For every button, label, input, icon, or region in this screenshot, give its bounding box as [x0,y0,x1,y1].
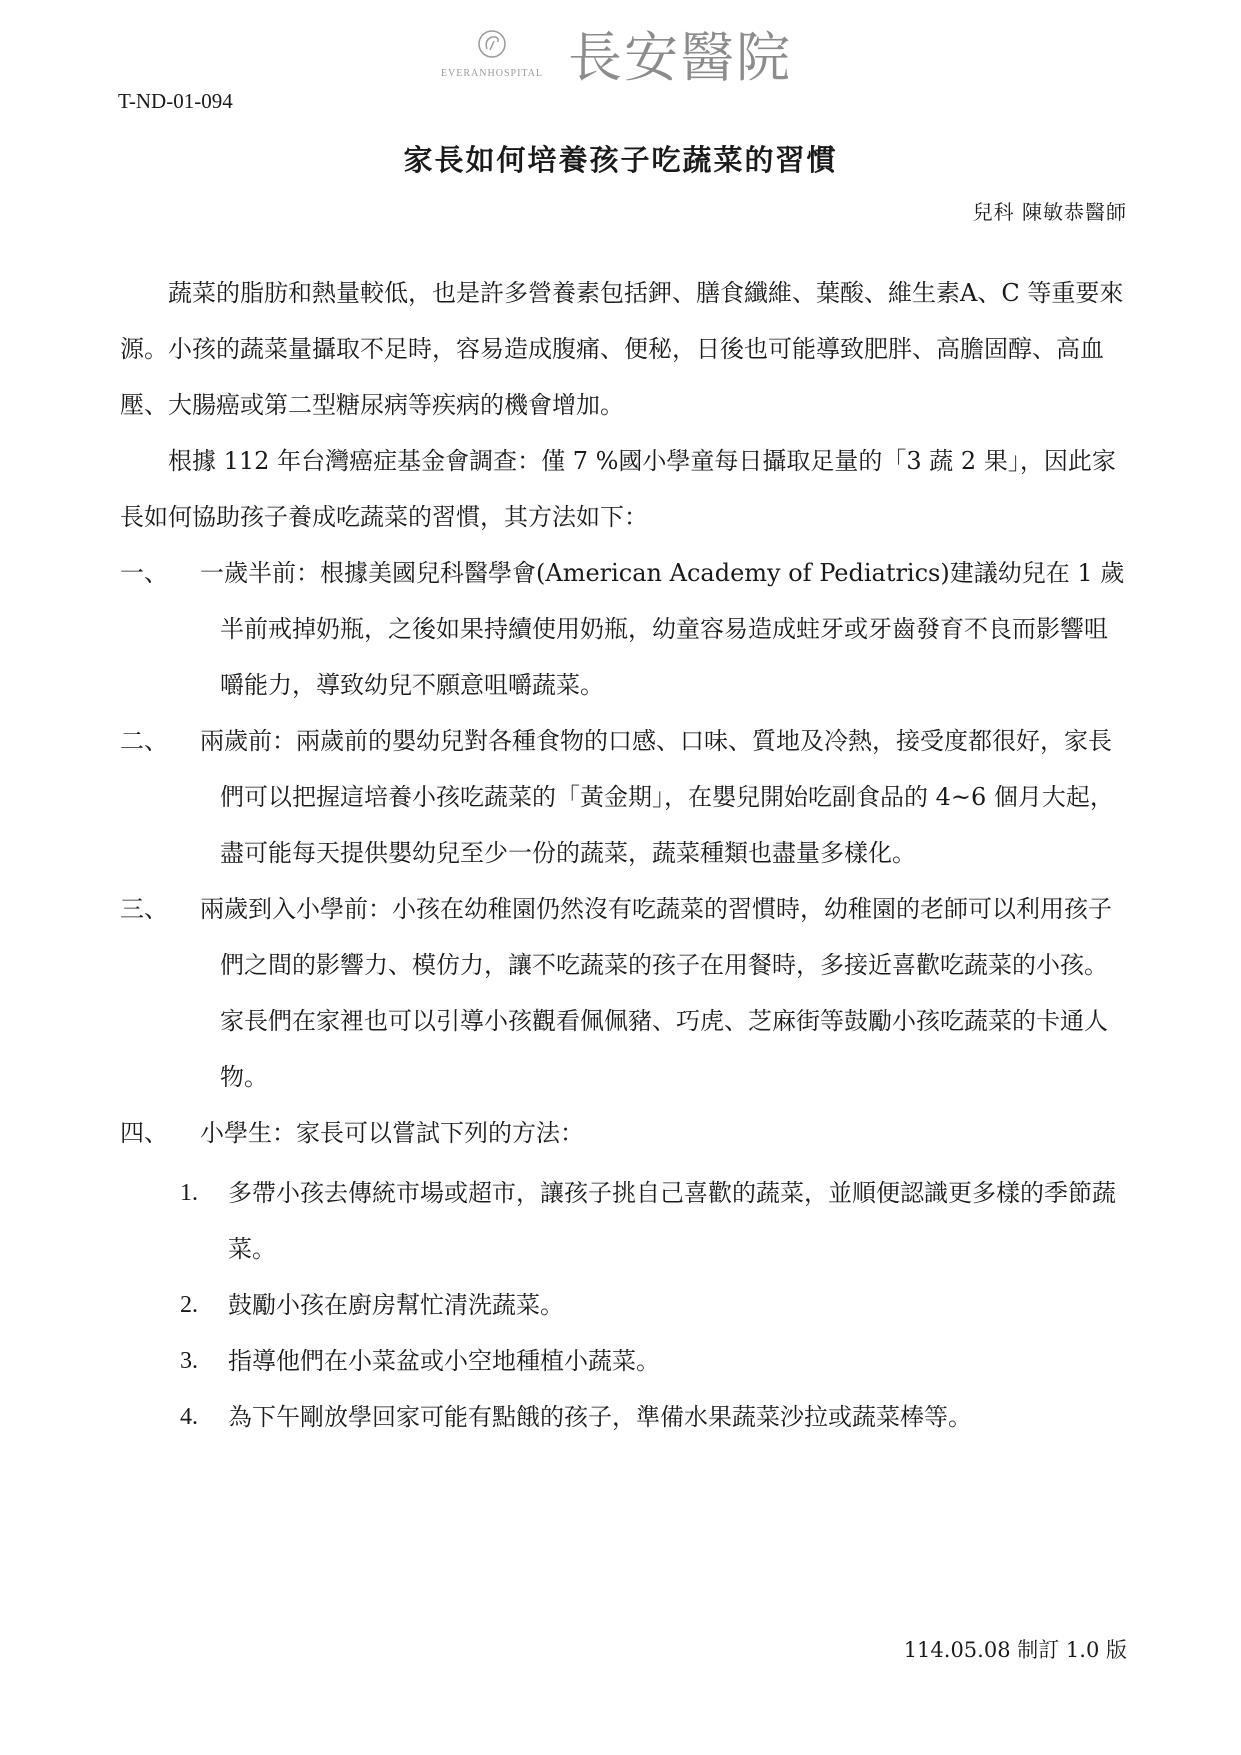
hospital-emblem-icon [476,28,508,60]
sub-list-item [120,1277,1128,1333]
sub-list-item-number: 2. [180,1292,198,1318]
document-body [120,265,1128,1445]
sub-list-item-number: 1. [180,1180,198,1206]
logo-chinese-name: 長安醫院 [568,26,792,89]
sub-list-item [120,1333,1128,1389]
list-item-number: 二、 [120,727,168,755]
revision-note: 114.05.08 制訂 1.0 版 [903,1638,1127,1662]
list-item [120,881,1128,1105]
intro-paragraph: 蔬菜的脂肪和熱量較低，也是許多營養素包括鉀、膳食纖維、葉酸、維生素A、C 等重要來源。小孩的蔬菜量攝取不足時，容易造成腹痛、便秘，日後也可能導致肥胖、高膽固醇、高血壓、大腸癌或第二型糖尿病等疾病的機會增加。 [120,279,1124,419]
logo-english-name: EVERANHOSPITAL [440,68,544,79]
sub-list-item-text: 指導他們在小菜盆或小空地種植小蔬菜。 [228,1347,660,1375]
list-item-number: 三、 [120,895,168,923]
sub-list-item-number: 4. [180,1404,198,1430]
sub-list-item-text: 為下午剛放學回家可能有點餓的孩子，準備水果蔬菜沙拉或蔬菜棒等。 [228,1403,972,1431]
author-line: 兒科 陳敏恭醫師 [972,200,1127,224]
list-item-text: 一歲半前：根據美國兒科醫學會(American Academy of Pediatrics)建議幼兒在 1 歲半前戒掉奶瓶，之後如果持續使用奶瓶，幼童容易造成蛀牙或牙齒發育不良而影響咀嚼能力，導致幼兒不願意咀嚼蔬菜。 [200,559,1125,699]
sub-list-item [120,1165,1128,1277]
list-item [120,1105,1128,1161]
list-item-text: 小學生：家長可以嘗試下列的方法： [200,1119,584,1147]
list-item-text: 兩歲到入小學前：小孩在幼稚園仍然沒有吃蔬菜的習慣時，幼稚園的老師可以利用孩子們之間的影響力、模仿力，讓不吃蔬菜的孩子在用餐時，多接近喜歡吃蔬菜的小孩。家長們在家裡也可以引導小孩觀看佩佩豬、巧虎、芝麻街等鼓勵小孩吃蔬菜的卡通人物。 [200,895,1112,1091]
intro-paragraph: 根據 112 年台灣癌症基金會調查：僅 7 %國小學童每日攝取足量的「3 蔬 2 果」，因此家長如何協助孩子養成吃蔬菜的習慣，其方法如下： [120,447,1116,531]
page-title: 家長如何培養孩子吃蔬菜的習慣 [403,143,838,177]
sub-list-item [120,1389,1128,1445]
hospital-logo [418,26,792,89]
document-code: T-ND-01-094 [118,89,233,113]
list-item [120,713,1128,881]
sub-list-item-text: 多帶小孩去傳統市場或超市，讓孩子挑自己喜歡的蔬菜，並順便認識更多樣的季節蔬菜。 [228,1179,1116,1263]
sub-list-item-text: 鼓勵小孩在廚房幫忙清洗蔬菜。 [228,1291,564,1319]
list-item-number: 一、 [120,559,168,587]
list-item [120,545,1128,713]
list-item-text: 兩歲前：兩歲前的嬰幼兒對各種食物的口感、口味、質地及冷熱，接受度都很好，家長們可以把握這培養小孩吃蔬菜的「黃金期」，在嬰兒開始吃副食品的 4~6 個月大起，盡可能每天提供嬰幼兒至少一份的蔬菜，蔬菜種類也盡量多樣化。 [200,727,1114,867]
sub-list-item-number: 3. [180,1348,198,1374]
list-item-number: 四、 [120,1119,168,1147]
